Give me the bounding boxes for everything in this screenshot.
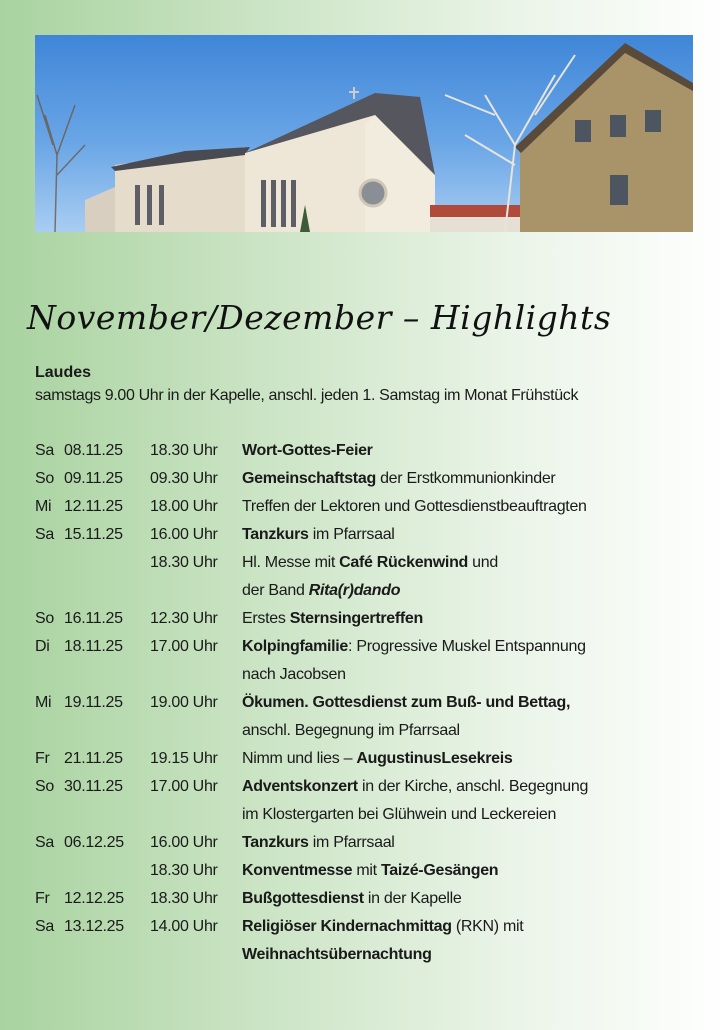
highlight-text: Gemeinschaftstag [242, 470, 376, 487]
description-text: anschl. Begegnung im Pfarrsaal [242, 722, 460, 739]
laudes-heading: Laudes [35, 364, 92, 381]
highlight-text: Taizé-Gesängen [380, 862, 499, 879]
description-text: in der Kapelle [363, 890, 462, 907]
description-text: Hl. Messe mit [242, 554, 340, 571]
event-time: 18.30 Uhr [150, 862, 218, 879]
description-text: mit [352, 862, 381, 879]
event-row [35, 773, 705, 829]
event-time: 16.00 Uhr [150, 526, 218, 543]
event-time: 12.30 Uhr [150, 610, 218, 627]
highlight-text: Tanzkurs [242, 834, 309, 851]
event-day: Fr [35, 750, 50, 767]
event-description [242, 913, 705, 969]
description-text: der Band [242, 582, 309, 599]
highlight-text: Weihnachtsübernachtung [242, 946, 432, 963]
highlight-text: Wort-Gottes-Feier [242, 442, 373, 459]
event-date: 12.11.25 [64, 498, 123, 515]
event-day: So [35, 610, 54, 627]
event-row [35, 605, 705, 633]
description-line [242, 801, 705, 829]
event-description [242, 465, 705, 493]
event-description [242, 605, 705, 633]
description-line [242, 745, 705, 773]
event-time: 18.30 Uhr [150, 554, 218, 571]
description-line [242, 661, 705, 689]
highlight-text: Konventmesse [242, 862, 353, 879]
event-description [242, 885, 705, 913]
highlight-text: Religiöser Kindernachmittag [242, 918, 452, 935]
event-date: 13.12.25 [64, 918, 124, 935]
laudes-text: samstags 9.00 Uhr in der Kapelle, anschl. jeden 1. Samstag im Monat Frühstück [35, 387, 579, 404]
event-description [242, 689, 705, 745]
highlight-text: Rita(r)dando [308, 582, 401, 599]
event-date: 18.11.25 [64, 638, 123, 655]
description-line [242, 857, 705, 885]
event-time: 19.00 Uhr [150, 694, 218, 711]
description-text: im Pfarrsaal [308, 526, 395, 543]
description-text: Nimm und lies – [242, 750, 357, 767]
event-day: Sa [35, 834, 54, 851]
event-description [242, 633, 705, 689]
event-description [242, 829, 705, 857]
event-date: 08.11.25 [64, 442, 123, 459]
description-line [242, 605, 705, 633]
event-row [35, 521, 705, 549]
description-line [242, 941, 705, 969]
event-time: 19.15 Uhr [150, 750, 218, 767]
event-time: 09.30 Uhr [150, 470, 218, 487]
event-schedule [35, 437, 705, 969]
event-date: 21.11.25 [64, 750, 123, 767]
description-line [242, 465, 705, 493]
event-description [242, 493, 705, 521]
event-row [35, 437, 705, 465]
event-time: 18.00 Uhr [150, 498, 218, 515]
event-description [242, 549, 705, 605]
description-line [242, 493, 705, 521]
event-time: 18.30 Uhr [150, 890, 218, 907]
event-date: 30.11.25 [64, 778, 123, 795]
highlight-text: Kolpingfamilie [242, 638, 349, 655]
event-row [35, 745, 705, 773]
description-text: Treffen der Lektoren und Gottesdienstbeauftragten [242, 498, 587, 515]
event-description [242, 521, 705, 549]
description-text: und [468, 554, 498, 571]
description-line [242, 913, 705, 941]
description-text: der Erstkommunionkinder [375, 470, 556, 487]
description-text: Erstes [242, 610, 290, 627]
event-row [35, 913, 705, 969]
highlight-text: Ökumen. Gottesdienst zum Buß- und Bettag, [242, 694, 571, 711]
description-line [242, 521, 705, 549]
event-description [242, 773, 705, 829]
event-time: 17.00 Uhr [150, 778, 218, 795]
event-date: 19.11.25 [64, 694, 123, 711]
event-day: Fr [35, 890, 50, 907]
event-day: Mi [35, 498, 52, 515]
description-line [242, 717, 705, 745]
event-day: So [35, 470, 54, 487]
event-day: Di [35, 638, 50, 655]
event-description [242, 745, 705, 773]
event-date: 09.11.25 [64, 470, 123, 487]
description-text: nach Jacobsen [242, 666, 346, 683]
event-date: 12.12.25 [64, 890, 124, 907]
event-row [35, 857, 705, 885]
event-row [35, 633, 705, 689]
description-line [242, 577, 705, 605]
event-description [242, 857, 705, 885]
event-time: 14.00 Uhr [150, 918, 218, 935]
highlight-text: Bußgottesdienst [242, 890, 364, 907]
event-day: Sa [35, 526, 54, 543]
event-row [35, 829, 705, 857]
description-line [242, 689, 705, 717]
page-title: November/Dezember – Highlights [27, 298, 612, 337]
highlight-text: AugustinusLesekreis [356, 750, 513, 767]
event-row [35, 493, 705, 521]
event-row [35, 549, 705, 605]
event-date: 16.11.25 [64, 610, 123, 627]
description-line [242, 829, 705, 857]
description-line [242, 773, 705, 801]
event-time: 17.00 Uhr [150, 638, 218, 655]
event-time: 16.00 Uhr [150, 834, 218, 851]
event-row [35, 689, 705, 745]
description-line [242, 633, 705, 661]
church-photo [35, 35, 693, 232]
event-row [35, 885, 705, 913]
description-text: im Pfarrsaal [308, 834, 395, 851]
description-line [242, 437, 705, 465]
event-description [242, 437, 705, 465]
description-line [242, 549, 705, 577]
event-date: 15.11.25 [64, 526, 123, 543]
event-day: Sa [35, 918, 54, 935]
event-date: 06.12.25 [64, 834, 124, 851]
highlight-text: Sternsingertreffen [289, 610, 423, 627]
description-text: : Progressive Muskel Entspannung [348, 638, 586, 655]
description-text: in der Kirche, anschl. Begegnung [357, 778, 589, 795]
description-line [242, 885, 705, 913]
description-text: (RKN) mit [451, 918, 524, 935]
highlight-text: Café Rückenwind [339, 554, 469, 571]
highlight-text: Tanzkurs [242, 526, 309, 543]
event-time: 18.30 Uhr [150, 442, 218, 459]
highlight-text: Adventskonzert [242, 778, 358, 795]
event-day: Sa [35, 442, 54, 459]
event-day: So [35, 778, 54, 795]
description-text: im Klostergarten bei Glühwein und Leckereien [242, 806, 557, 823]
event-row [35, 465, 705, 493]
event-day: Mi [35, 694, 52, 711]
